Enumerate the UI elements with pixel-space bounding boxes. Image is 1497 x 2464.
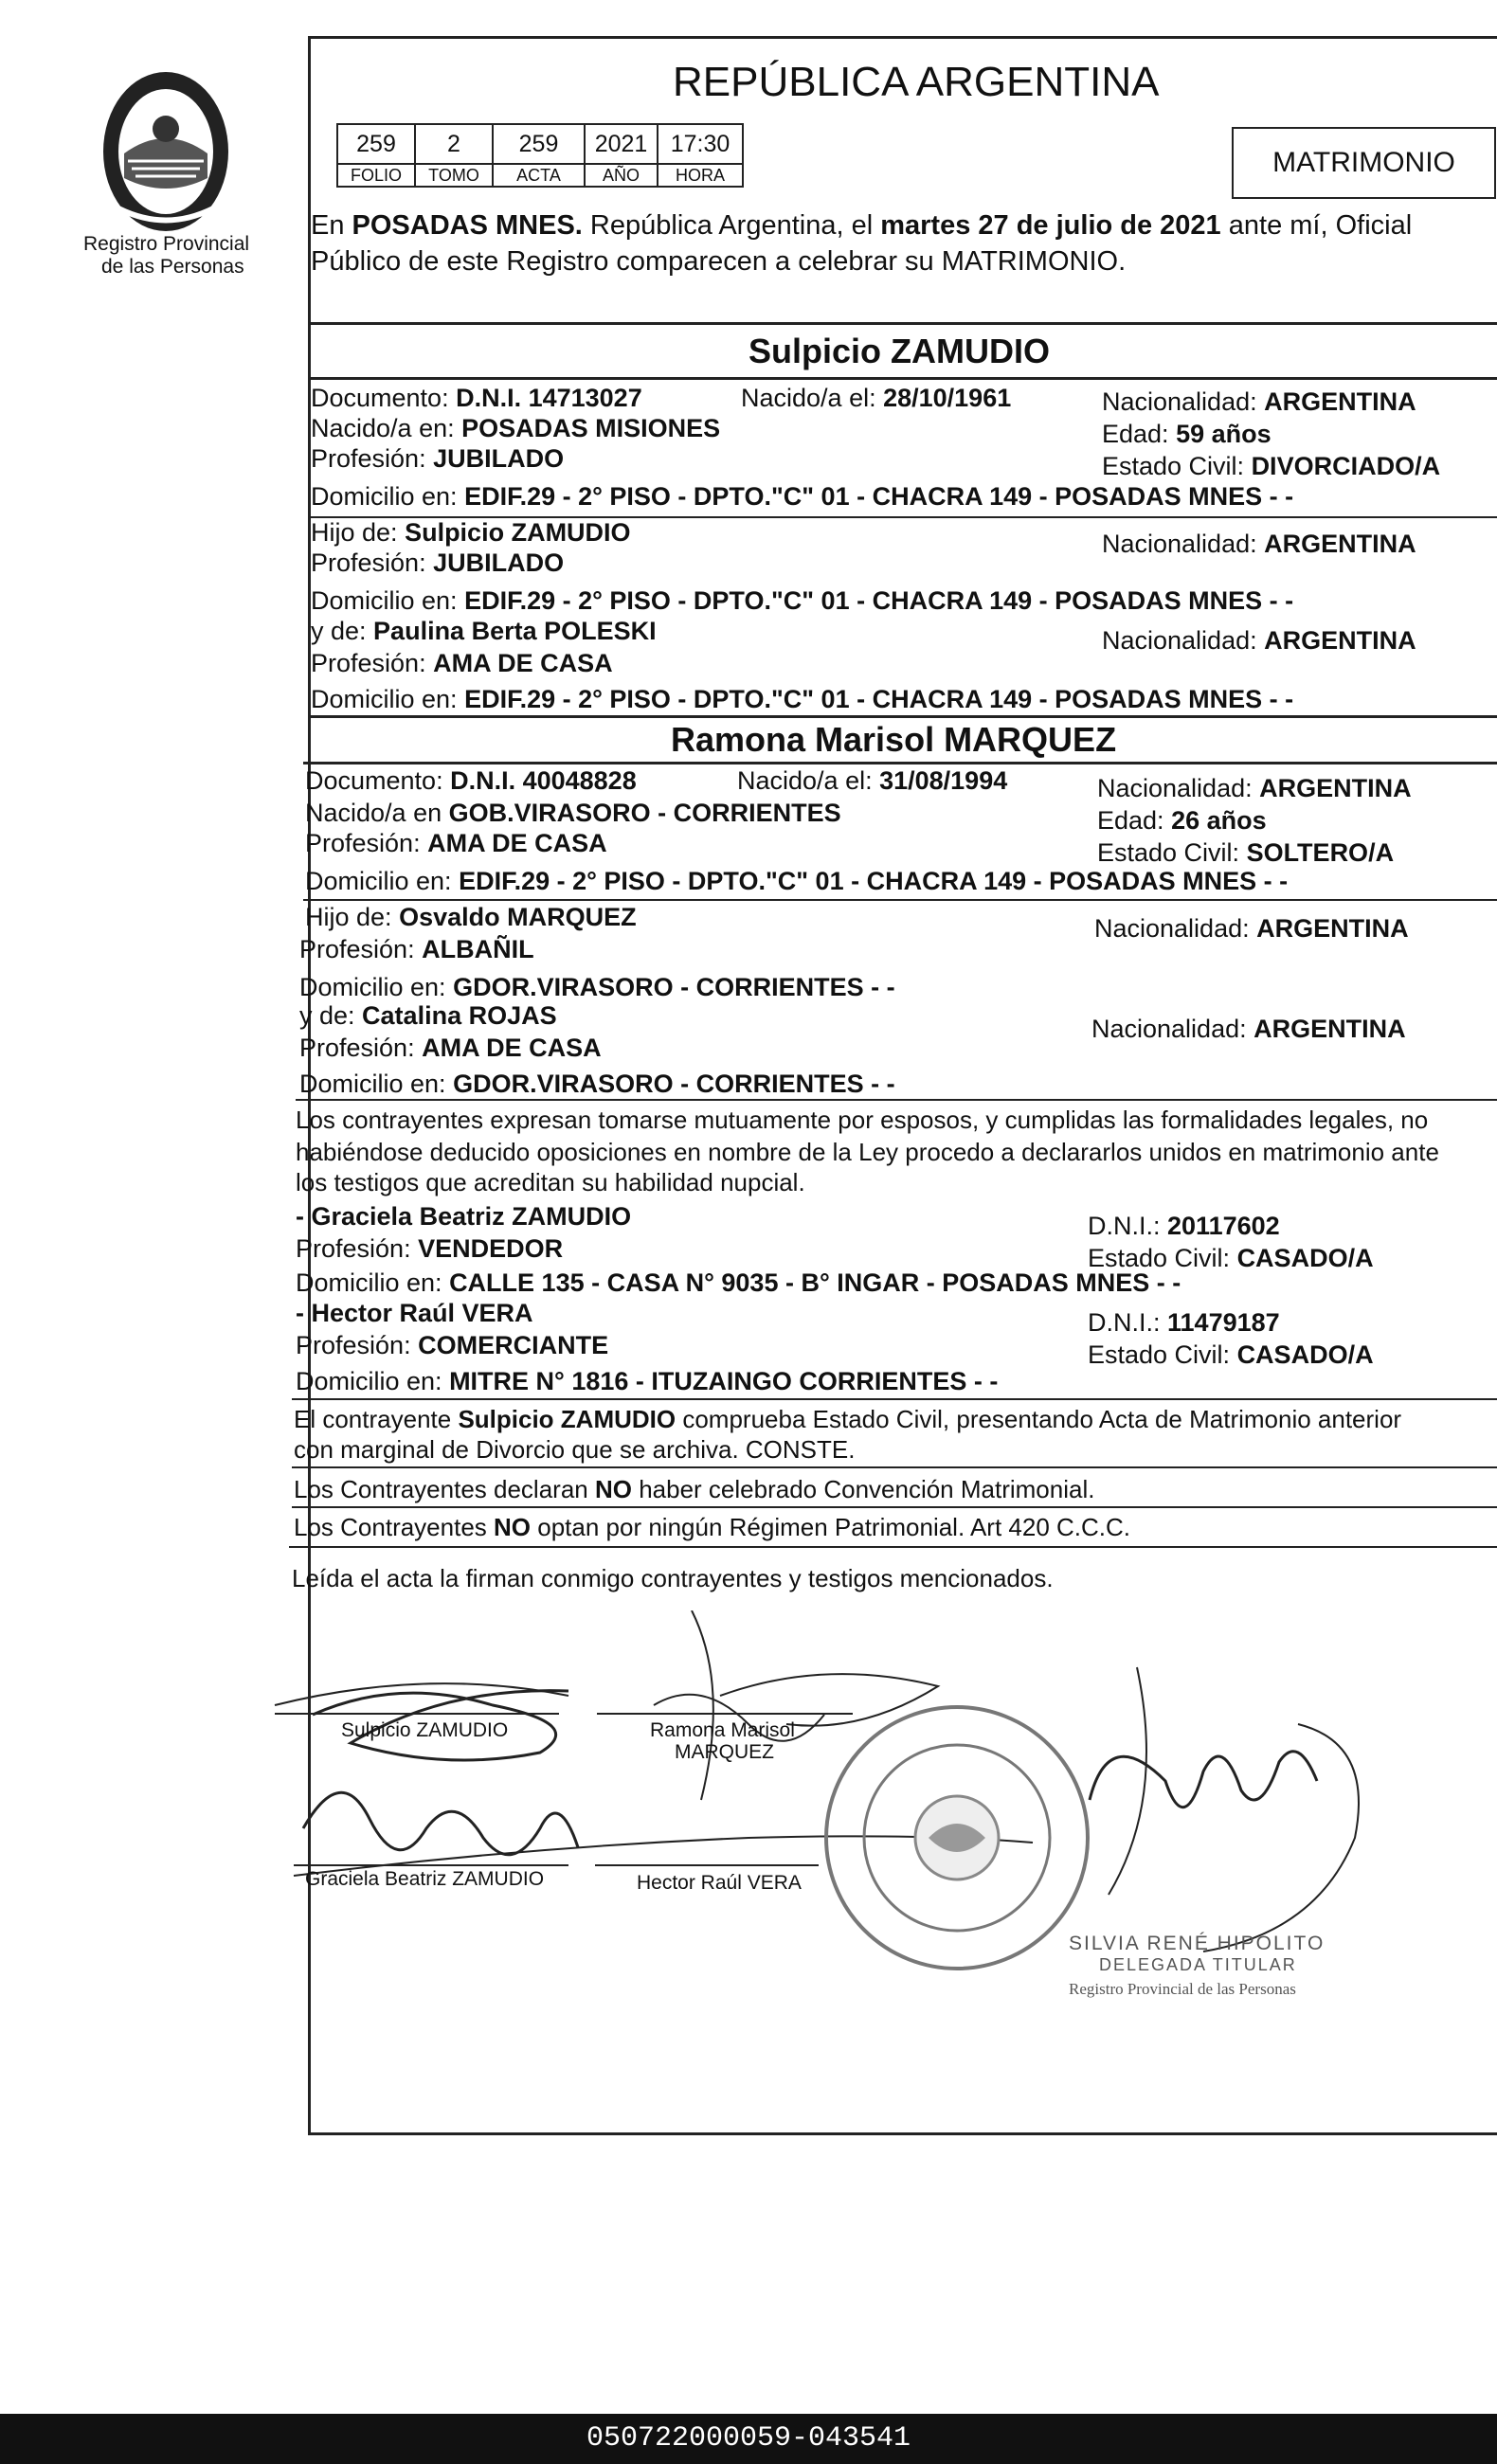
witness-2-name: - Hector Raúl VERA [296, 1299, 533, 1327]
officer-office: Registro Provincial de las Personas [1069, 1980, 1296, 1998]
regime-note: Los Contrayentes NO optan por ningún Régimen Patrimonial. Art 420 C.C.C. [294, 1513, 1131, 1541]
signature-label-witness-2: Hector Raúl VERA [637, 1872, 802, 1894]
hora-value: 17:30 [658, 124, 743, 164]
declaration-line-3: los testigos que acreditan su habilidad nupcial. [296, 1168, 805, 1196]
divider [308, 377, 1497, 380]
anio-label: AÑO [585, 164, 658, 187]
declaration-line-2: habiéndose deducido oposiciones en nombre de la Ley procedo a declararlos unidos en matrimonio ante [296, 1138, 1439, 1166]
bride-father-address: Domicilio en: GDOR.VIRASORO - CORRIENTES - - [299, 973, 895, 1001]
logo-caption-2: de las Personas [101, 256, 244, 278]
groom-mother-address: Domicilio en: EDIF.29 - 2° PISO - DPTO."C" 01 - CHACRA 149 - POSADAS MNES - - [311, 685, 1294, 713]
groom-mother: y de: Paulina Berta POLESKI [311, 617, 657, 645]
groom-profession: Profesión: JUBILADO [311, 444, 565, 473]
document-title: REPÚBLICA ARGENTINA [673, 59, 1160, 105]
divider [289, 1546, 1497, 1548]
bride-mother-profession: Profesión: AMA DE CASA [299, 1034, 602, 1062]
record-reference-table [336, 123, 744, 188]
signature-label-witness-1: Graciela Beatriz ZAMUDIO [305, 1868, 545, 1890]
witness-2-dni: D.N.I.: 11479187 [1088, 1308, 1280, 1337]
groom-father-profession: Profesión: JUBILADO [311, 549, 565, 577]
bride-profession: Profesión: AMA DE CASA [305, 829, 607, 857]
divider [303, 899, 1497, 901]
divider [303, 762, 1497, 764]
bride-father: Hijo de: Osvaldo MARQUEZ [305, 903, 637, 931]
signature-label-bride-2: MARQUEZ [675, 1741, 774, 1763]
officer-name: SILVIA RENÉ HIPOLITO [1069, 1933, 1326, 1954]
groom-nationality: Nacionalidad: ARGENTINA [1102, 387, 1416, 416]
signature-label-groom: Sulpicio ZAMUDIO [341, 1719, 509, 1741]
signature-line [275, 1713, 559, 1715]
signature-line [595, 1864, 819, 1866]
misiones-seal-icon [90, 66, 242, 237]
witness-2-profession: Profesión: COMERCIANTE [296, 1331, 609, 1359]
signature-line [294, 1864, 568, 1866]
official-stamp [815, 1696, 1099, 1980]
intro-line-2: Público de este Registro comparecen a celebrar su MATRIMONIO. [311, 246, 1127, 277]
groom-document: Documento: D.N.I. 14713027 [311, 384, 642, 412]
witness-1-name: - Graciela Beatriz ZAMUDIO [296, 1202, 632, 1231]
document-barcode-id: 050722000059-043541 [0, 2414, 1497, 2464]
divider [308, 322, 1497, 325]
bride-address: Domicilio en: EDIF.29 - 2° PISO - DPTO."C" 01 - CHACRA 149 - POSADAS MNES - - [305, 867, 1289, 895]
groom-name: Sulpicio ZAMUDIO [748, 332, 1050, 370]
hora-label: HORA [658, 164, 743, 187]
witness-1-profession: Profesión: VENDEDOR [296, 1234, 564, 1263]
groom-address: Domicilio en: EDIF.29 - 2° PISO - DPTO."C" 01 - CHACRA 149 - POSADAS MNES - - [311, 482, 1294, 511]
groom-father: Hijo de: Sulpicio ZAMUDIO [311, 518, 631, 547]
bride-mother-nationality: Nacionalidad: ARGENTINA [1091, 1015, 1406, 1043]
intro-line-1: En POSADAS MNES. República Argentina, el martes 27 de julio de 2021 ante mí, Oficial [311, 210, 1413, 241]
convention-note: Los Contrayentes declaran NO haber celebrado Convención Matrimonial. [294, 1475, 1095, 1503]
groom-civil-status: Estado Civil: DIVORCIADO/A [1102, 452, 1441, 480]
groom-mother-nationality: Nacionalidad: ARGENTINA [1102, 626, 1416, 655]
bride-nationality: Nacionalidad: ARGENTINA [1097, 774, 1412, 802]
divider [292, 1506, 1497, 1508]
bride-document: Documento: D.N.I. 40048828 [305, 766, 637, 795]
divider [308, 715, 1497, 718]
act-type-box: MATRIMONIO [1232, 127, 1496, 199]
bride-father-profession: Profesión: ALBAÑIL [299, 935, 534, 963]
signature-label-bride-1: Ramona Marisol [650, 1719, 795, 1741]
witness-1-civil-status: Estado Civil: CASADO/A [1088, 1244, 1374, 1272]
groom-age: Edad: 59 años [1102, 420, 1272, 448]
logo-caption-1: Registro Provincial [83, 233, 250, 255]
groom-mother-profession: Profesión: AMA DE CASA [311, 649, 613, 677]
bride-birthplace: Nacido/a en GOB.VIRASORO - CORRIENTES [305, 799, 841, 827]
bride-birthdate: Nacido/a el: 31/08/1994 [737, 766, 1008, 795]
bride-father-nationality: Nacionalidad: ARGENTINA [1094, 914, 1409, 943]
tomo-value: 2 [415, 124, 493, 164]
witness-1-dni: D.N.I.: 20117602 [1088, 1212, 1280, 1240]
witness-2-address: Domicilio en: MITRE N° 1816 - ITUZAINGO CORRIENTES - - [296, 1367, 999, 1395]
divider [296, 1099, 1497, 1101]
folio-value: 259 [337, 124, 415, 164]
bride-name: Ramona Marisol MARQUEZ [671, 720, 1117, 759]
bride-age: Edad: 26 años [1097, 806, 1267, 835]
divider [292, 1466, 1497, 1468]
civil-status-note-2: con marginal de Divorcio que se archiva. CONSTE. [294, 1435, 856, 1464]
registry-stamp-icon [815, 1696, 1099, 1980]
groom-birthplace: Nacido/a en: POSADAS MISIONES [311, 414, 721, 442]
acta-value: 259 [493, 124, 585, 164]
reading-note: Leída el acta la firman conmigo contrayentes y testigos mencionados. [292, 1564, 1054, 1592]
groom-father-address: Domicilio en: EDIF.29 - 2° PISO - DPTO."C" 01 - CHACRA 149 - POSADAS MNES - - [311, 586, 1294, 615]
groom-birthdate: Nacido/a el: 28/10/1961 [741, 384, 1012, 412]
groom-father-nationality: Nacionalidad: ARGENTINA [1102, 530, 1416, 558]
province-logo [90, 66, 242, 237]
divider [292, 1398, 1497, 1400]
bride-civil-status: Estado Civil: SOLTERO/A [1097, 838, 1395, 867]
acta-label: ACTA [493, 164, 585, 187]
folio-label: FOLIO [337, 164, 415, 187]
tomo-label: TOMO [415, 164, 493, 187]
civil-status-note-1: El contrayente Sulpicio ZAMUDIO comprueba Estado Civil, presentando Acta de Matrimonio anterior [294, 1405, 1402, 1433]
anio-value: 2021 [585, 124, 658, 164]
witness-1-address: Domicilio en: CALLE 135 - CASA N° 9035 - B° INGAR - POSADAS MNES - - [296, 1268, 1181, 1297]
witness-2-civil-status: Estado Civil: CASADO/A [1088, 1340, 1374, 1369]
officer-role: DELEGADA TITULAR [1099, 1955, 1297, 1974]
bride-mother-address: Domicilio en: GDOR.VIRASORO - CORRIENTES - - [299, 1070, 895, 1098]
bride-mother: y de: Catalina ROJAS [299, 1001, 557, 1030]
declaration-line-1: Los contrayentes expresan tomarse mutuamente por esposos, y cumplidas las formalidades legales, no [296, 1106, 1429, 1134]
